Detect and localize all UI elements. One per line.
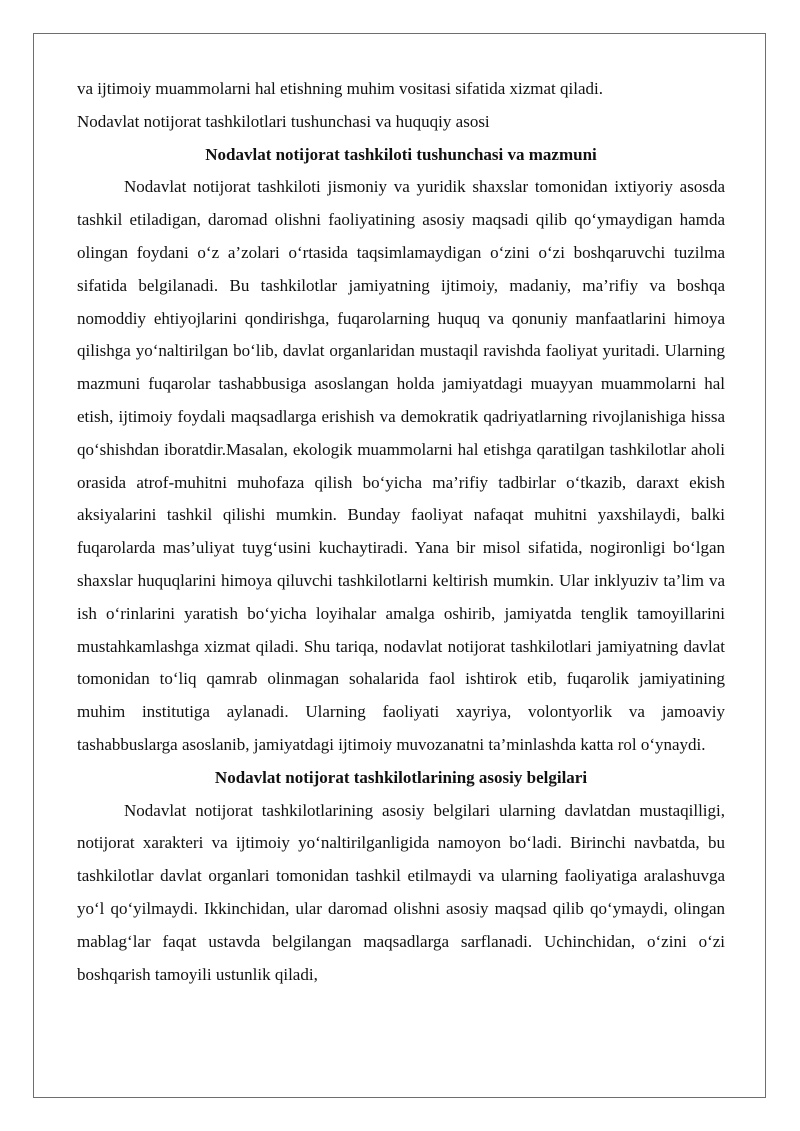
paragraph-features: Nodavlat notijorat tashkilotlarining asosiy belgilari ularning davlatdan mustaqilligi, notijorat xarakteri va ijtimoiy yo‘naltirilganligida namoyon bo‘ladi. Birinchi navbatda, bu tashkilotlar davlat organlari tomonidan tashkil etilmaydi va ularning faoliyatiga aralashuvga yo‘l qo‘yilmaydi. Ikkinchidan, ular daromad olishni asosiy maqsad qilib qo‘ymaydi, olingan mablag‘lar faqat ustavda belgilangan maqsadlarga sarflanadi. Uchinchidan, o‘zini o‘zi boshqarish tamoyili ustunlik qiladi, bbox=[77, 800, 725, 984]
paragraph-continued: va ijtimoiy muammolarni hal etishning muhim vositasi sifatida xizmat qiladi. bbox=[77, 79, 603, 98]
section-title-line: Nodavlat notijorat tashkilotlari tushunchasi va huquqiy asosi bbox=[77, 111, 490, 131]
heading-features: Nodavlat notijorat tashkilotlarining asosiy belgilari bbox=[214, 767, 588, 787]
document-body bbox=[77, 73, 725, 991]
paragraph-concept: Nodavlat notijorat tashkiloti jismoniy va yuridik shaxslar tomonidan ixtiyoriy asosda tashkil etiladigan, daromad olishni faoliyatining asosiy maqsadi qilib qo‘ymaydigan hamda olingan foydani o‘z a’zolari o‘rtasida taqsimlamaydigan o‘zini o‘zi boshqaruvchi tuzilma sifatida belgilanadi. Bu tashkilotlar jamiyatning ijtimoiy, madaniy, ma’rifiy va boshqa nomoddiy ehtiyojlarini qondirishga, fuqarolarning huquq va qonuniy manfaatlarini himoya qilishga yo‘naltirilgan bo‘lib, davlat organlaridan mustaqil ravishda faoliyat yuritadi. Ularning mazmuni fuqarolar tashabbusiga asoslangan holda jamiyatdagi muayyan muammolarni hal etish, ijtimoiy foydali maqsadlarga erishish va demokratik qadriyatlarning rivojlanishiga hissa qo‘shishdan iboratdir.Masalan, ekologik muammolarni hal etishga qaratilgan tashkilotlar aholi orasida atrof-muhitni muhofaza qilish bo‘yicha ma’rifiy tadbirlar o‘tkazib, daraxt ekish aksiyalarini tashkil qilishi mumkin. Bunday faoliyat nafaqat muhitni yaxshilaydi, balki fuqarolarda mas’uliyat tuyg‘usini kuchaytiradi. Yana bir misol sifatida, nogironligi bo‘lgan shaxslar huquqlarini himoya qiluvchi tashkilotlarni keltirish mumkin. Ular inklyuziv ta’lim va ish o‘rinlarini yaratish bo‘yicha loyihalar amalga oshirib, jamiyatda tenglik tamoyillarini mustahkamlashga xizmat qiladi. Shu tariqa, nodavlat notijorat tashkilotlari jamiyatning davlat tomonidan to‘liq qamrab olinmagan sohalarida faol ishtirok etib, fuqarolik jamiyatining muhim institutiga aylanadi. Ularning faoliyati xayriya, volontyorlik va jamoaviy tashabbuslarga asoslanib, jamiyatdagi ijtimoiy muvozanatni ta’minlashda katta rol o‘ynaydi. bbox=[77, 177, 725, 754]
heading-concept: Nodavlat notijorat tashkiloti tushunchasi va mazmuni bbox=[205, 144, 597, 164]
